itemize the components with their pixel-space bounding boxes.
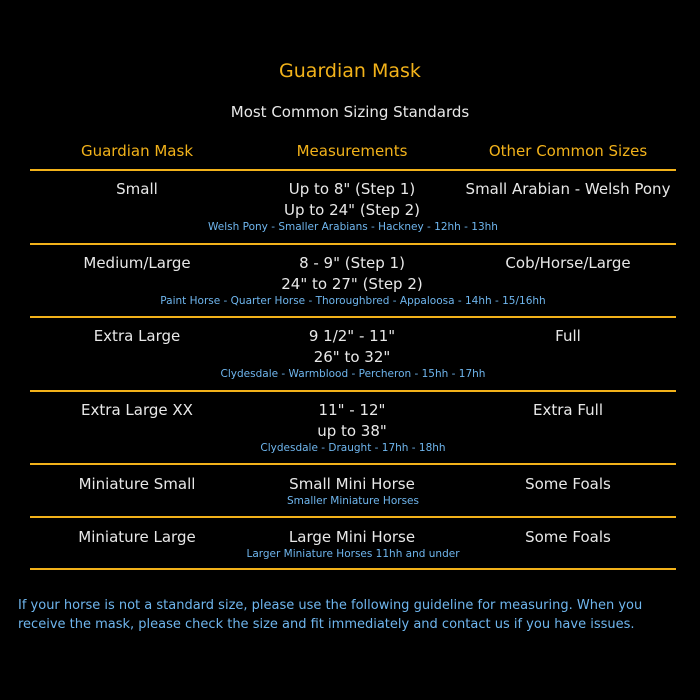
breed-note: Smaller Miniature Horses bbox=[287, 495, 419, 507]
size-cell: Extra Large bbox=[93, 327, 181, 345]
other-size-cell: Cob/Horse/Large bbox=[505, 254, 631, 272]
divider bbox=[30, 169, 676, 171]
divider bbox=[30, 463, 676, 465]
measurement-step1: Large Mini Horse bbox=[288, 528, 416, 546]
divider bbox=[30, 316, 676, 318]
breed-note: Welsh Pony - Smaller Arabians - Hackney - 12hh - 13hh bbox=[208, 221, 498, 233]
breed-note: Larger Miniature Horses 11hh and under bbox=[246, 548, 460, 560]
measurement-step1: 8 - 9" (Step 1) bbox=[299, 254, 405, 272]
table-header bbox=[30, 142, 676, 164]
other-size-cell: Some Foals bbox=[525, 475, 611, 493]
other-size-cell: Some Foals bbox=[525, 528, 611, 546]
size-cell: Miniature Small bbox=[78, 475, 196, 493]
size-cell: Small bbox=[116, 180, 158, 198]
measurement-step2: 26" to 32" bbox=[313, 348, 391, 366]
measurement-step1: Small Mini Horse bbox=[289, 475, 415, 493]
header-guardian-mask: Guardian Mask bbox=[80, 142, 194, 160]
size-cell: Extra Large XX bbox=[81, 401, 193, 419]
size-cell: Miniature Large bbox=[78, 528, 196, 546]
breed-note: Clydesdale - Draught - 17hh - 18hh bbox=[260, 442, 446, 454]
measurement-step2: 24" to 27" (Step 2) bbox=[281, 275, 423, 293]
divider bbox=[30, 568, 676, 570]
header-measurements: Measurements bbox=[296, 142, 408, 160]
other-size-cell: Small Arabian - Welsh Pony bbox=[465, 180, 671, 198]
header-other-sizes: Other Common Sizes bbox=[488, 142, 648, 160]
measuring-guideline-text: If your horse is not a standard size, please use the following guideline for measuring. When you receive the mask, please check the size and fit immediately and contact us if you have issues. bbox=[18, 598, 643, 632]
size-cell: Medium/Large bbox=[83, 254, 191, 272]
divider bbox=[30, 243, 676, 245]
breed-note: Paint Horse - Quarter Horse - Thoroughbred - Appaloosa - 14hh - 15/16hh bbox=[160, 295, 546, 307]
breed-note: Clydesdale - Warmblood - Percheron - 15hh - 17hh bbox=[220, 368, 486, 380]
measurement-step1: 9 1/2" - 11" bbox=[308, 327, 396, 345]
measurement-step2: up to 38" bbox=[317, 422, 387, 440]
divider bbox=[30, 516, 676, 518]
other-size-cell: Extra Full bbox=[532, 401, 603, 419]
page-title: Guardian Mask bbox=[279, 60, 421, 82]
measurement-step1: 11" - 12" bbox=[318, 401, 386, 419]
divider bbox=[30, 390, 676, 392]
measurement-step2: Up to 24" (Step 2) bbox=[283, 201, 421, 219]
page-subtitle: Most Common Sizing Standards bbox=[230, 103, 470, 121]
other-size-cell: Full bbox=[555, 327, 581, 345]
measurement-step1: Up to 8" (Step 1) bbox=[288, 180, 416, 198]
